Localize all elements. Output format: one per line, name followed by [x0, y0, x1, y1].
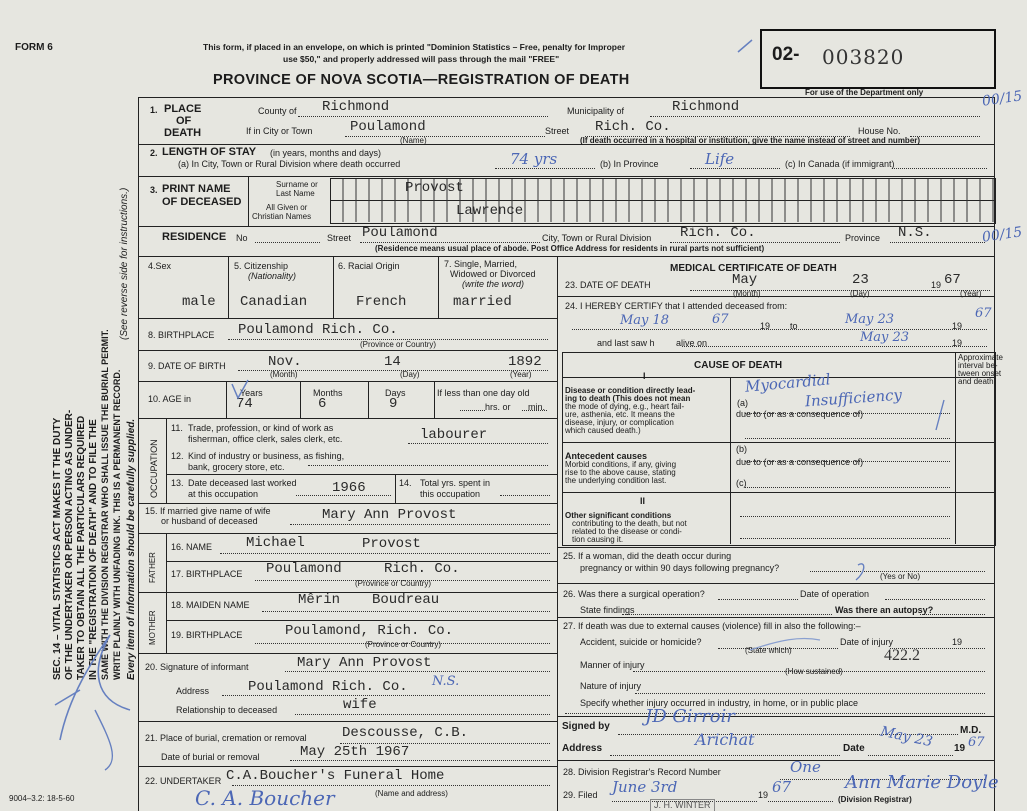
age-days-label: Days [385, 388, 406, 398]
racial-origin-value: French [356, 294, 407, 310]
dob-year: 1892 [508, 354, 542, 370]
cause-a-label: (a) [737, 398, 748, 408]
nature-of-injury-label: Nature of injury [580, 681, 642, 691]
attended-century-1: 19 [760, 321, 771, 331]
disease-label-1: Disease or condition directly lead- [565, 386, 696, 395]
spouse-label: 15. If married give name of wife [145, 506, 271, 516]
other-label-1: Other significant conditions [565, 511, 672, 520]
margin-text-8: (See reverse side for instructions.) [119, 187, 130, 340]
other-label-3: related to the disease or condi- [572, 527, 682, 536]
total-years-label: Total yrs. spent in [420, 478, 491, 488]
stay-in-province-label: (b) In Province [600, 159, 659, 169]
signed-date-label: Date [843, 743, 865, 754]
municipality-label: Municipality of [567, 106, 625, 116]
signed-year-century: 19 [954, 743, 966, 754]
item-number: 12. [171, 451, 184, 461]
surname-label: Surname or [276, 180, 318, 189]
other-label-2: contributing to the death, but not [572, 519, 687, 528]
margin-text-5: SAME WITH THE DIVISION REGISTRAR WHO SHALL ISSUE THE BURIAL PERMIT. [100, 329, 110, 680]
citizenship-label: 5. Citizenship [234, 261, 289, 271]
stay-in-canada-label: (c) In Canada (if immigrant) [785, 159, 895, 169]
occupation-trade-label-2: fisherman, office clerk, sales clerk, etc. [188, 434, 343, 444]
residence-street-label: Street [327, 233, 352, 243]
antecedent-label-1: Antecedent causes [565, 451, 648, 461]
md-label: M.D. [960, 725, 982, 736]
registrar-stamp: J. H. WINTER [650, 799, 715, 811]
residence-city-value: Rich. Co. [680, 225, 756, 241]
date-of-death-year: 67 [944, 272, 961, 288]
item-number: 2. [150, 148, 158, 158]
mother-first-name: Mêrin [298, 592, 341, 608]
residence-street-value: Poulamond [362, 225, 438, 241]
last-worked-value: 1966 [332, 480, 366, 496]
death-label: DEATH [164, 127, 202, 139]
attended-to-year: 67 [975, 306, 992, 321]
total-years-label-2: this occupation [420, 489, 481, 499]
informant-name: Mary Ann Provost [297, 655, 432, 671]
filed-year: 67 [772, 778, 792, 796]
last-worked-label: Date deceased last worked [188, 478, 297, 488]
mother-birthplace-label: 19. BIRTHPLACE [171, 630, 243, 640]
physician-address: Arichat [695, 730, 755, 749]
date-of-death-day: 23 [852, 272, 869, 288]
cause-a-line-1: Myocardial [744, 370, 832, 396]
burial-date-label: Date of burial or removal [161, 752, 260, 762]
residence-no-label: No [236, 233, 248, 243]
registration-number: 003820 [822, 45, 905, 69]
given-names-value: Lawrence [456, 203, 524, 219]
surname-value: Provost [405, 180, 464, 196]
occupation-industry-label: Kind of industry or business, as fishing, [188, 451, 345, 461]
interval-label-1: Approximate [958, 353, 1003, 362]
operation-date-label: Date of operation [800, 589, 870, 599]
last-saw-label: and last saw h [597, 338, 655, 348]
undertaker-hint: (Name and address) [375, 789, 448, 798]
father-birthplace-a: Poulamond [266, 561, 342, 577]
handwritten-mark-top: 00/15 [981, 88, 1024, 110]
attended-century-2: 19 [952, 321, 963, 331]
sex-value: male [182, 294, 216, 310]
death-day-hint: (Day) [850, 289, 870, 298]
given-names-label-2: Christian Names [252, 212, 312, 221]
surgical-operation-label: 26. Was there a surgical operation? [563, 589, 705, 599]
father-first-name: Michael [246, 535, 305, 551]
manner-of-injury-label: Manner of injury [580, 660, 645, 670]
less-than-day-label: If less than one day old [437, 388, 530, 398]
undertaker-label: 22. UNDERTAKER [145, 776, 222, 786]
length-of-stay-label: LENGTH OF STAY [162, 146, 257, 158]
disease-label-3: the mode of dying, e.g., heart fail- [565, 402, 685, 411]
residence-province-value: N.S. [898, 225, 932, 241]
signed-date: May 23 [878, 723, 934, 751]
street-label: Street [545, 126, 570, 136]
occupation-trade-value: labourer [420, 427, 488, 443]
record-number-label: 28. Division Registrar's Record Number [563, 767, 721, 777]
injury-date-label: Date of injury [840, 637, 894, 647]
print-name-label: PRINT NAME [162, 183, 231, 195]
marital-value: married [453, 294, 512, 310]
city-value: Poulamond [350, 119, 426, 135]
division-registrar-hint: (Division Registrar) [838, 795, 912, 804]
injury-century: 19 [952, 637, 963, 647]
pregnancy-label-2: pregnancy or within 90 days following pregnancy? [580, 563, 780, 573]
form-code: 9004–3.2: 18-5-60 [9, 794, 75, 803]
father-name-label: 16. NAME [171, 542, 213, 552]
sex-label: 4.Sex [148, 261, 172, 271]
date-of-death-century: 19 [931, 280, 942, 290]
mother-side-label: MOTHER [148, 610, 157, 645]
father-last-name: Provost [362, 536, 421, 552]
record-number-value: One [790, 758, 821, 776]
house-no-label: House No. [858, 126, 901, 136]
age-months-value: 6 [318, 396, 327, 412]
margin-text-7: Every item of information should be carefully supplied. [126, 418, 137, 680]
burial-place-label: 21. Place of burial, cremation or removal [145, 733, 307, 743]
spouse-label-2: or husband of deceased [161, 516, 258, 526]
antecedent-label-4: the underlying condition last. [565, 476, 667, 485]
length-of-stay-hint: (in years, months and days) [270, 148, 382, 158]
form-number: FORM 6 [15, 42, 53, 53]
part-one-label: I [643, 371, 646, 381]
residence-label: RESIDENCE [162, 231, 227, 243]
marital-hint: (write the word) [462, 279, 525, 289]
father-birthplace-b: Rich. Co. [384, 561, 460, 577]
dob-month: Nov. [268, 354, 302, 370]
filed-date: June 3rd [612, 778, 678, 796]
age-years-value: 74 [236, 396, 253, 412]
specify-place-label: Specify whether injury occurred in industry, in home, or in public place [580, 698, 858, 708]
age-days-value: 9 [389, 396, 398, 412]
date-of-death-month: May [732, 272, 758, 288]
cause-b-label: (b) [736, 444, 747, 454]
mother-maiden-label: 18. MAIDEN NAME [171, 600, 250, 610]
stay-in-city-value: 74 yrs [510, 150, 558, 168]
disease-label-6: which caused death.) [565, 426, 641, 435]
antecedent-label-2: Morbid conditions, if any, giving [565, 460, 677, 469]
place-label-of: OF [176, 115, 192, 127]
margin-text-4: IN THE "REGISTRATION OF DEATH" AND TO FILE THE [88, 419, 99, 680]
relationship-value: wife [343, 697, 377, 713]
accident-label: Accident, suicide or homicide? [580, 637, 702, 647]
name-hint: (Name) [400, 136, 427, 145]
age-label: 10. AGE in [148, 394, 192, 404]
external-causes-label: 27. If death was due to external causes (violence) fill in also the following:– [563, 621, 861, 631]
birthplace-value: Poulamond Rich. Co. [238, 322, 398, 338]
dob-label: 9. DATE OF BIRTH [148, 361, 226, 371]
stay-in-province-value: Life [705, 150, 735, 168]
occupation-trade-label: Trade, profession, or kind of work as [188, 423, 334, 433]
attended-to-label: to [790, 321, 798, 331]
spouse-value: Mary Ann Provost [322, 507, 457, 523]
residence-city-label: City, Town or Rural Division [542, 233, 652, 243]
attended-label: 24. I HEREBY CERTIFY that I attended deceased from: [565, 301, 788, 311]
occupation-industry-label-2: bank, grocery store, etc. [188, 462, 285, 472]
physician-signature: JD Girroir [645, 706, 735, 727]
attended-from-year: 67 [712, 312, 729, 327]
interval-label-2: interval be- [958, 361, 998, 370]
hospital-note: (If death occurred in a hospital or institution, give the name instead of street and number) [580, 136, 921, 145]
father-birthplace-label: 17. BIRTHPLACE [171, 569, 243, 579]
pregnancy-label-1: 25. If a woman, did the death occur during [563, 551, 732, 561]
city-label: If in City or Town [246, 126, 313, 136]
margin-text-1: SEC. 14 – VITAL STATISTICS ACT MAKES IT THE DUTY [52, 417, 63, 680]
mother-last-name: Boudreau [372, 592, 440, 608]
informant-address-province: N.S. [432, 674, 460, 689]
autopsy-label: Was there an autopsy? [835, 605, 934, 615]
year-hint: (Year) [510, 370, 532, 379]
state-which-hint: (State which) [745, 646, 792, 655]
due-to-label-1: due to (or as a consequence of) [736, 409, 864, 419]
birthplace-hint: (Province or Country) [360, 340, 437, 349]
item-number: 13. [171, 478, 184, 488]
part-two-label: II [640, 496, 646, 506]
father-birthplace-hint: (Province or Country) [355, 579, 432, 588]
minutes-label: min. [528, 402, 546, 412]
alive-on-label: alive on [676, 338, 708, 348]
day-hint: (Day) [400, 370, 420, 379]
mother-birthplace-hint: (Province or Country) [365, 640, 442, 649]
marital-label-2: Widowed or Divorced [450, 269, 536, 279]
of-deceased-label: OF DECEASED [162, 196, 242, 208]
cause-of-death-heading: CAUSE OF DEATH [694, 360, 783, 371]
yes-no-hint: (Yes or No) [880, 572, 921, 581]
burial-place-value: Descousse, C.B. [342, 725, 469, 741]
attended-to: May 23 [845, 312, 895, 327]
due-to-label-2: due to (or as a consequence of) [736, 457, 864, 467]
dob-day: 14 [384, 354, 401, 370]
signed-year: 67 [968, 735, 985, 750]
death-year-hint: (Year) [960, 289, 982, 298]
mailing-notice-line-1: This form, if placed in an envelope, on which is printed "Dominion Statistics – Free, penalty for Improper [203, 42, 626, 52]
place-label: PLACE [164, 103, 202, 115]
stay-in-city-label: (a) In City, Town or Rural Division where death occurred [178, 159, 401, 169]
item-number: 1. [150, 105, 158, 115]
informant-address: Poulamond Rich. Co. [248, 679, 408, 695]
age-years-label: Years [240, 388, 263, 398]
month-hint: (Month) [270, 370, 298, 379]
cause-code: 422.2 [884, 647, 920, 664]
county-value: Richmond [322, 99, 390, 115]
residence-note: (Residence means usual place of abode. Post Office Address for residents in rural parts not sufficient) [375, 244, 765, 253]
item-number: 3. [150, 185, 158, 195]
municipality-value: Richmond [672, 99, 740, 115]
attended-from: May 18 [620, 313, 670, 328]
signed-by-label: Signed by [562, 721, 610, 732]
occupation-side-label: OCCUPATION [149, 439, 159, 498]
father-side-label: FATHER [148, 552, 157, 583]
registrar-signature: Ann Marie Doyle [845, 772, 999, 793]
residence-province-label: Province [845, 233, 881, 243]
how-sustained-hint: (How sustained) [785, 667, 843, 676]
surname-label-2: Last Name [276, 189, 315, 198]
undertaker-signature: C. A. Boucher [195, 786, 335, 810]
filed-label: 29. Filed [563, 790, 598, 800]
department-use-note: For use of the Department only [805, 88, 924, 97]
item-number: 14. [399, 478, 412, 488]
mailing-notice-line-2: use $50," and properly addressed will pass through the mail "FREE" [283, 54, 560, 64]
racial-origin-label: 6. Racial Origin [338, 261, 400, 271]
date-of-death-label: 23. DATE OF DEATH [565, 280, 651, 290]
registration-prefix: 02- [772, 44, 800, 65]
birthplace-label: 8. BIRTHPLACE [148, 330, 215, 340]
last-worked-label-2: at this occupation [188, 489, 259, 499]
antecedent-label-3: rise to the above cause, stating [565, 468, 676, 477]
medical-heading: MEDICAL CERTIFICATE OF DEATH [670, 263, 837, 274]
death-month-hint: (Month) [733, 289, 761, 298]
street-value: Rich. Co. [595, 119, 671, 135]
hours-label: hrs. or [485, 402, 511, 412]
undertaker-value: C.A.Boucher's Funeral Home [226, 768, 445, 784]
margin-text-2: OF THE UNDERTAKER OR PERSON ACTING AS UNDER- [64, 409, 75, 680]
handwritten-mark-residence: 00/15 [981, 224, 1024, 246]
item-number: 11. [171, 423, 183, 433]
other-label-4: tion causing it. [572, 535, 624, 544]
last-saw-date: May 23 [860, 330, 910, 345]
disease-label-4: ure, asthenia, etc. It means the [565, 410, 675, 419]
cause-c-label: (c) [736, 478, 747, 488]
relationship-label: Relationship to deceased [176, 705, 278, 715]
filed-century: 19 [758, 790, 769, 800]
burial-date-value: May 25th 1967 [300, 744, 410, 760]
marital-label: 7. Single, Married, [444, 259, 518, 269]
form-title: PROVINCE OF NOVA SCOTIA—REGISTRATION OF DEATH [213, 72, 630, 88]
informant-label: 20. Signature of informant [145, 662, 249, 672]
informant-address-label: Address [176, 686, 210, 696]
physician-address-label: Address [562, 743, 603, 754]
last-saw-century: 19 [952, 338, 963, 348]
mother-birthplace-value: Poulamond, Rich. Co. [285, 623, 454, 639]
interval-label-4: and death [958, 377, 994, 386]
given-names-label: All Given or [266, 203, 308, 212]
cause-a-line-2: Insufficiency [804, 385, 903, 411]
age-months-label: Months [313, 388, 343, 398]
county-label: County of [258, 106, 297, 116]
citizenship-hint: (Nationality) [248, 271, 297, 281]
disease-label-5: disease, injury, or complication [565, 418, 674, 427]
disease-label-2: ing to death (This does not mean [565, 394, 691, 403]
citizenship-value: Canadian [240, 294, 308, 310]
margin-text-3: TAKER TO OBTAIN ALL THE PARTICULARS REQUIRED [76, 415, 87, 680]
state-findings-label: State findings [580, 605, 635, 615]
margin-text-6: WRITE PLAINLY WITH UNFADING INK. THIS IS A PERMANENT RECORD. [112, 369, 122, 680]
interval-label-3: tween onset [958, 369, 1002, 378]
